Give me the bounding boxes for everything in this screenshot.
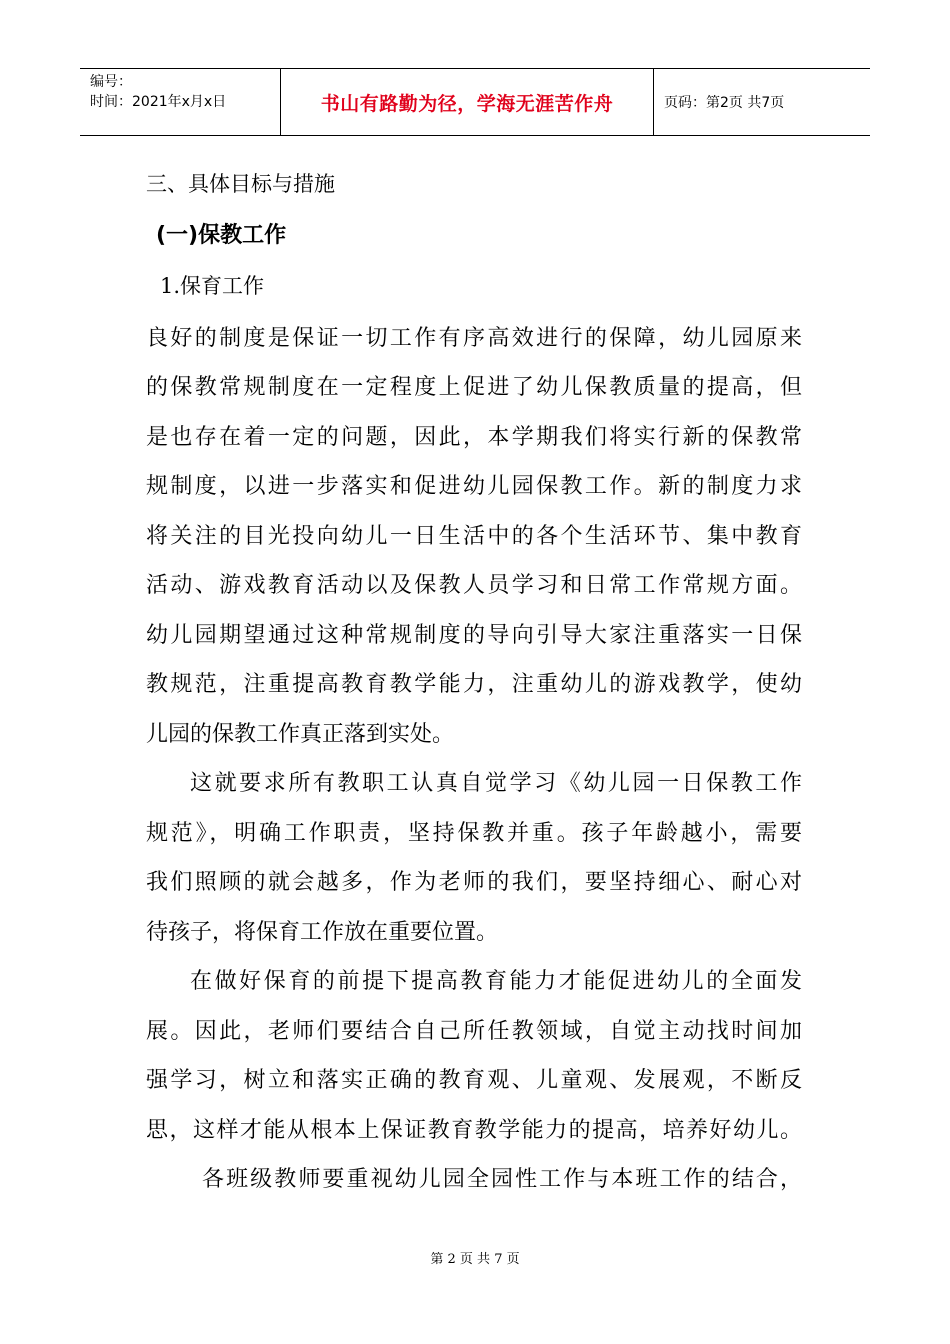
paragraph-line: 教规范，注重提高教育教学能力，注重幼儿的游戏教学，使幼	[146, 672, 802, 697]
section-title: 三、具体目标与措施	[146, 172, 335, 196]
paragraph-line: 展。因此，老师们要结合自己所任教领域，自觉主动找时间加	[146, 1019, 802, 1044]
subsection-title: (一)保教工作	[156, 223, 287, 248]
paragraph-line: 在做好保育的前提下提高教育能力才能促进幼儿的全面发	[190, 969, 802, 994]
paragraph-line: 良好的制度是保证一切工作有序高效进行的保障，幼儿园原来	[146, 326, 802, 351]
paragraph-line: 强学习，树立和落实正确的教育观、儿童观、发展观，不断反	[146, 1068, 802, 1093]
paragraph-line: 的保教常规制度在一定程度上促进了幼儿保教质量的提高，但	[146, 375, 802, 400]
paragraph-line: 各班级教师要重视幼儿园全园性工作与本班工作的结合，	[202, 1167, 802, 1192]
document-number-label: 编号：	[90, 74, 132, 90]
header-page-info: 页码：第2页 共7页	[664, 95, 785, 111]
paragraph-line: 规制度，以进一步落实和促进幼儿园保教工作。新的制度力求	[146, 474, 802, 499]
paragraph-line: 思，这样才能从根本上保证教育教学能力的提高，培养好幼儿。	[146, 1118, 802, 1143]
page-footer: 第 2 页 共 7 页	[430, 1252, 520, 1267]
paragraph-line: 是也存在着一定的问题，因此，本学期我们将实行新的保教常	[146, 425, 802, 450]
item-title: 1.保育工作	[160, 274, 265, 298]
paragraph-line: 儿园的保教工作真正落到实处。	[146, 722, 455, 747]
header-meta	[80, 69, 280, 135]
paragraph-line: 我们照顾的就会越多，作为老师的我们，要坚持细心、耐心对	[146, 870, 802, 895]
paragraph-line: 这就要求所有教职工认真自觉学习《幼儿园一日保教工作	[190, 771, 802, 796]
paragraph-line: 待孩子，将保育工作放在重要位置。	[146, 920, 499, 945]
paragraph-line: 活动、游戏教育活动以及保教人员学习和日常工作常规方面。	[146, 573, 802, 598]
paragraph-line: 将关注的目光投向幼儿一日生活中的各个生活环节、集中教育	[146, 524, 802, 549]
page-header	[80, 68, 870, 136]
paragraph-line: 幼儿园期望通过这种常规制度的导向引导大家注重落实一日保	[146, 623, 802, 648]
document-date-label: 时间：2021年x月x日	[90, 94, 227, 110]
paragraph-line: 规范》，明确工作职责，坚持保教并重。孩子年龄越小，需要	[146, 821, 802, 846]
header-motto: 书山有路勤为径，学海无涯苦作舟	[280, 69, 654, 135]
